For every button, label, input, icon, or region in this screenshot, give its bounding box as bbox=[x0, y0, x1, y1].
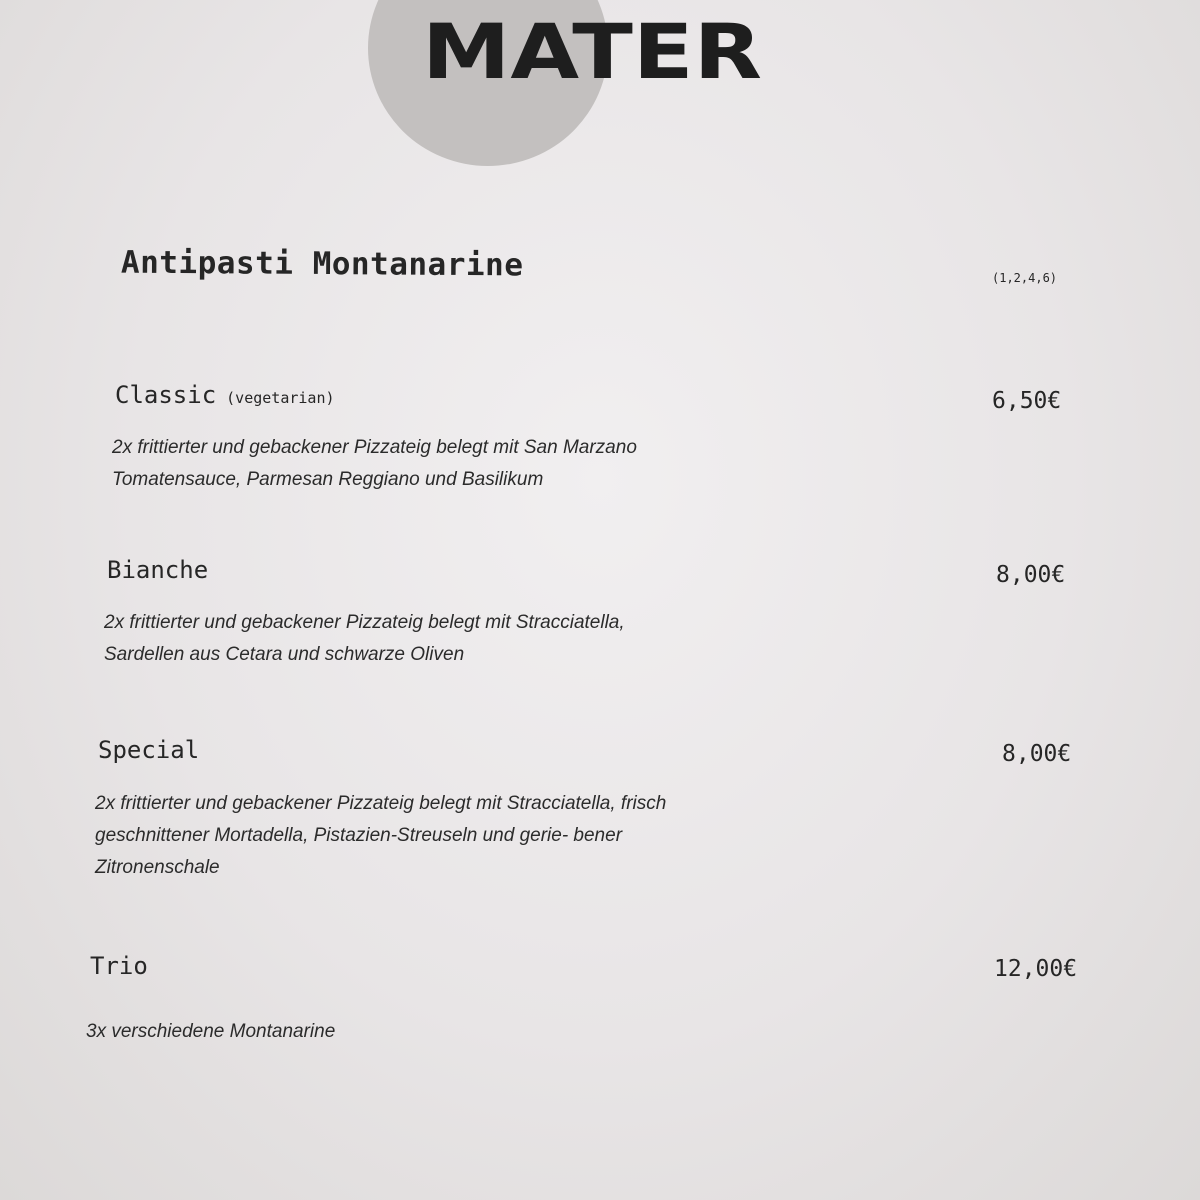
menu-item-classic-description bbox=[112, 432, 637, 496]
description-line: 2x frittierter und gebackener Pizzateig belegt mit Stracciatella, bbox=[104, 612, 625, 633]
menu-item-classic-price: 6,50€ bbox=[992, 388, 1062, 414]
menu-item-special-description bbox=[95, 788, 666, 884]
menu-item-special-name: Special bbox=[98, 736, 200, 764]
menu-item-bianche-price: 8,00€ bbox=[996, 562, 1066, 588]
menu-item-bianche-name: Bianche bbox=[107, 556, 209, 584]
description-line: 2x frittierter und gebackener Pizzateig belegt mit San Marzano bbox=[112, 437, 637, 458]
brand-logo bbox=[420, 12, 765, 90]
allergen-codes: (1,2,4,6) bbox=[992, 271, 1058, 285]
item-note: (vegetarian) bbox=[226, 389, 335, 407]
description-line: 3x verschiedene Montanarine bbox=[86, 1021, 336, 1042]
description-line: Tomatensauce, Parmesan Reggiano und Basilikum bbox=[112, 469, 544, 490]
menu-item-special-price: 8,00€ bbox=[1002, 741, 1072, 767]
menu-item-trio-description bbox=[86, 1016, 335, 1048]
item-name: Classic bbox=[115, 381, 217, 409]
description-line: 2x frittierter und gebackener Pizzateig belegt mit Stracciatella, frisch bbox=[95, 793, 667, 814]
menu-item-bianche-description bbox=[104, 607, 625, 671]
description-line: geschnittener Mortadella, Pistazien-Streuseln und gerie- bener bbox=[95, 825, 623, 846]
description-line: Sardellen aus Cetara und schwarze Oliven bbox=[104, 644, 465, 665]
brand-logo-text: MATER bbox=[422, 12, 762, 90]
description-line: Zitronenschale bbox=[95, 857, 220, 878]
menu-item-trio-name: Trio bbox=[90, 952, 148, 980]
section-title: Antipasti Montanarine bbox=[120, 244, 524, 284]
menu-item-trio-price: 12,00€ bbox=[994, 956, 1078, 982]
menu-item-classic-name bbox=[115, 381, 335, 409]
